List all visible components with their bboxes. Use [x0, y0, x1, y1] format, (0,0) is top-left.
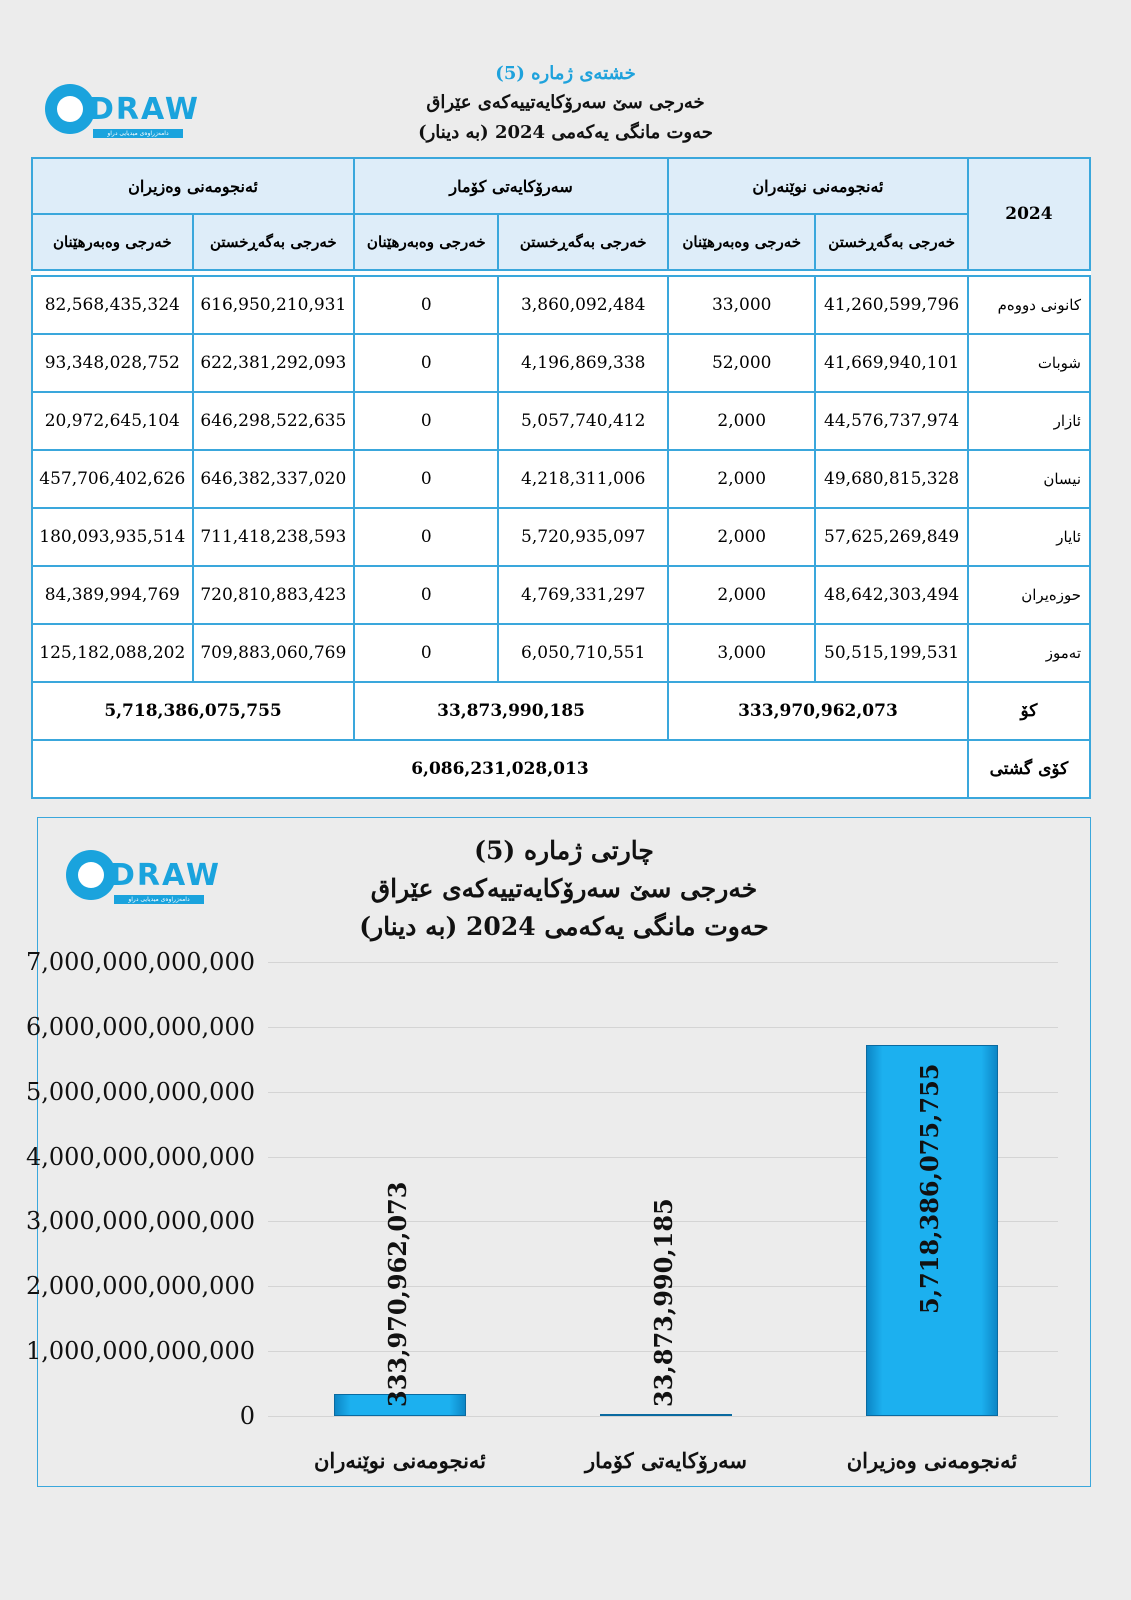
value-cell: 50,515,199,531 [815, 624, 967, 682]
y-tick-label: 6,000,000,000,000 [25, 1012, 255, 1041]
gridline [268, 1416, 1058, 1417]
total-row [32, 682, 1090, 740]
chart-title-line: چارتی ژمارە (5) [474, 836, 654, 865]
month-cell: ئایار [968, 508, 1090, 566]
bar-value-label: 333,970,962,073 [383, 1181, 412, 1407]
value-cell: 0 [354, 276, 498, 334]
value-cell: 457,706,402,626 [32, 450, 193, 508]
bar [600, 1414, 732, 1416]
value-cell: 5,720,935,097 [498, 508, 668, 566]
value-cell: 84,389,994,769 [32, 566, 193, 624]
x-category-label: ئەنجومەنی وەزیران [846, 1448, 1018, 1473]
value-cell: 41,260,599,796 [815, 276, 967, 334]
month-cell: ئازار [968, 392, 1090, 450]
value-cell: 0 [354, 334, 498, 392]
y-tick-label: 0 [239, 1402, 255, 1430]
value-cell: 2,000 [668, 508, 815, 566]
total-label: کۆ [968, 682, 1090, 740]
table-number: خشتەی ژمارە (5) [495, 63, 636, 84]
table-subtitle: حەوت مانگی یەکەمی 2024 (بە دینار) [418, 122, 713, 143]
group-header-ministers: ئەنجومەنی وەزیران [32, 158, 354, 214]
month-cell: حوزەیران [968, 566, 1090, 624]
group-header-row [32, 158, 1090, 214]
table-row [32, 450, 1090, 508]
table-title: خەرجی سێ سەرۆکایەتییەکەی عێراق [426, 92, 705, 113]
value-cell: 20,972,645,104 [32, 392, 193, 450]
grand-total-row [32, 740, 1090, 798]
total-ministers: 5,718,386,075,755 [32, 682, 354, 740]
value-cell: 622,381,292,093 [193, 334, 355, 392]
table-body [32, 276, 1090, 682]
month-cell: نیسان [968, 450, 1090, 508]
spending-table [31, 157, 1091, 799]
y-tick-label: 2,000,000,000,000 [25, 1272, 255, 1301]
value-cell: 2,000 [668, 392, 815, 450]
value-cell: 709,883,060,769 [193, 624, 355, 682]
y-tick-label: 3,000,000,000,000 [25, 1207, 255, 1236]
sub-header-row [32, 214, 1090, 270]
sub-header: خەرجی وەبەرهێنان [354, 214, 498, 270]
value-cell: 52,000 [668, 334, 815, 392]
sub-header: خەرجی وەبەرهێنان [668, 214, 815, 270]
value-cell: 2,000 [668, 566, 815, 624]
total-presidency: 33,873,990,185 [354, 682, 668, 740]
spending-chart [25, 817, 1091, 1487]
x-category-label: ئەنجومەنی نوێنەران [313, 1448, 487, 1473]
x-category-label: سەرۆکایەتی کۆمار [585, 1448, 747, 1473]
value-cell: 5,057,740,412 [498, 392, 668, 450]
value-cell: 646,382,337,020 [193, 450, 355, 508]
value-cell: 48,642,303,494 [815, 566, 967, 624]
gridline [268, 1027, 1058, 1028]
value-cell: 0 [354, 508, 498, 566]
value-cell: 6,050,710,551 [498, 624, 668, 682]
table-row [32, 508, 1090, 566]
sub-header: خەرجی بەگەڕخستن [815, 214, 967, 270]
grand-total-value: 6,086,231,028,013 [32, 740, 968, 798]
value-cell: 0 [354, 624, 498, 682]
table-row [32, 624, 1090, 682]
logo-tagline: دامەزراوەی میدیایی دراو [93, 129, 183, 138]
table-row [32, 334, 1090, 392]
value-cell: 4,196,869,338 [498, 334, 668, 392]
chart-title [38, 832, 1090, 946]
group-header-parliament: ئەنجومەنی نوێنەران [668, 158, 968, 214]
value-cell: 33,000 [668, 276, 815, 334]
value-cell: 646,298,522,635 [193, 392, 355, 450]
value-cell: 41,669,940,101 [815, 334, 967, 392]
table-title-block [0, 60, 1131, 148]
value-cell: 0 [354, 450, 498, 508]
group-header-presidency: سەرۆکایەتی کۆمار [354, 158, 668, 214]
value-cell: 711,418,238,593 [193, 508, 355, 566]
value-cell: 49,680,815,328 [815, 450, 967, 508]
logo-tagline: دامەزراوەی میدیایی دراو [114, 895, 204, 904]
year-header: 2024 [968, 158, 1090, 270]
total-parliament: 333,970,962,073 [668, 682, 968, 740]
value-cell: 180,093,935,514 [32, 508, 193, 566]
month-cell: تەموز [968, 624, 1090, 682]
value-cell: 2,000 [668, 450, 815, 508]
month-cell: کانونی دووەم [968, 276, 1090, 334]
logo-word: DRAW [110, 857, 221, 893]
value-cell: 93,348,028,752 [32, 334, 193, 392]
bar-value-label: 33,873,990,185 [649, 1198, 678, 1407]
bar-value-label: 5,718,386,075,755 [915, 1063, 944, 1315]
value-cell: 57,625,269,849 [815, 508, 967, 566]
chart-title-line: خەرجی سێ سەرۆکایەتییەکەی عێراق [370, 874, 758, 903]
chart-title-line: حەوت مانگی یەکەمی 2024 (بە دینار) [359, 912, 769, 941]
month-cell: شوبات [968, 334, 1090, 392]
value-cell: 44,576,737,974 [815, 392, 967, 450]
table-row [32, 566, 1090, 624]
y-tick-label: 5,000,000,000,000 [25, 1077, 255, 1106]
gridline [268, 962, 1058, 963]
value-cell: 4,218,311,006 [498, 450, 668, 508]
value-cell: 82,568,435,324 [32, 276, 193, 334]
value-cell: 3,860,092,484 [498, 276, 668, 334]
table-row [32, 276, 1090, 334]
value-cell: 125,182,088,202 [32, 624, 193, 682]
sub-header: خەرجی بەگەڕخستن [498, 214, 668, 270]
value-cell: 720,810,883,423 [193, 566, 355, 624]
logo-word: DRAW [89, 91, 200, 127]
grand-total-label: کۆی گشتی [968, 740, 1090, 798]
y-tick-label: 4,000,000,000,000 [25, 1142, 255, 1171]
sub-header: خەرجی بەگەڕخستن [193, 214, 355, 270]
value-cell: 4,769,331,297 [498, 566, 668, 624]
value-cell: 3,000 [668, 624, 815, 682]
sub-header: خەرجی وەبەرهێنان [32, 214, 193, 270]
value-cell: 0 [354, 566, 498, 624]
value-cell: 616,950,210,931 [193, 276, 355, 334]
y-tick-label: 1,000,000,000,000 [25, 1337, 255, 1366]
table-row [32, 392, 1090, 450]
y-tick-label: 7,000,000,000,000 [25, 948, 255, 976]
value-cell: 0 [354, 392, 498, 450]
